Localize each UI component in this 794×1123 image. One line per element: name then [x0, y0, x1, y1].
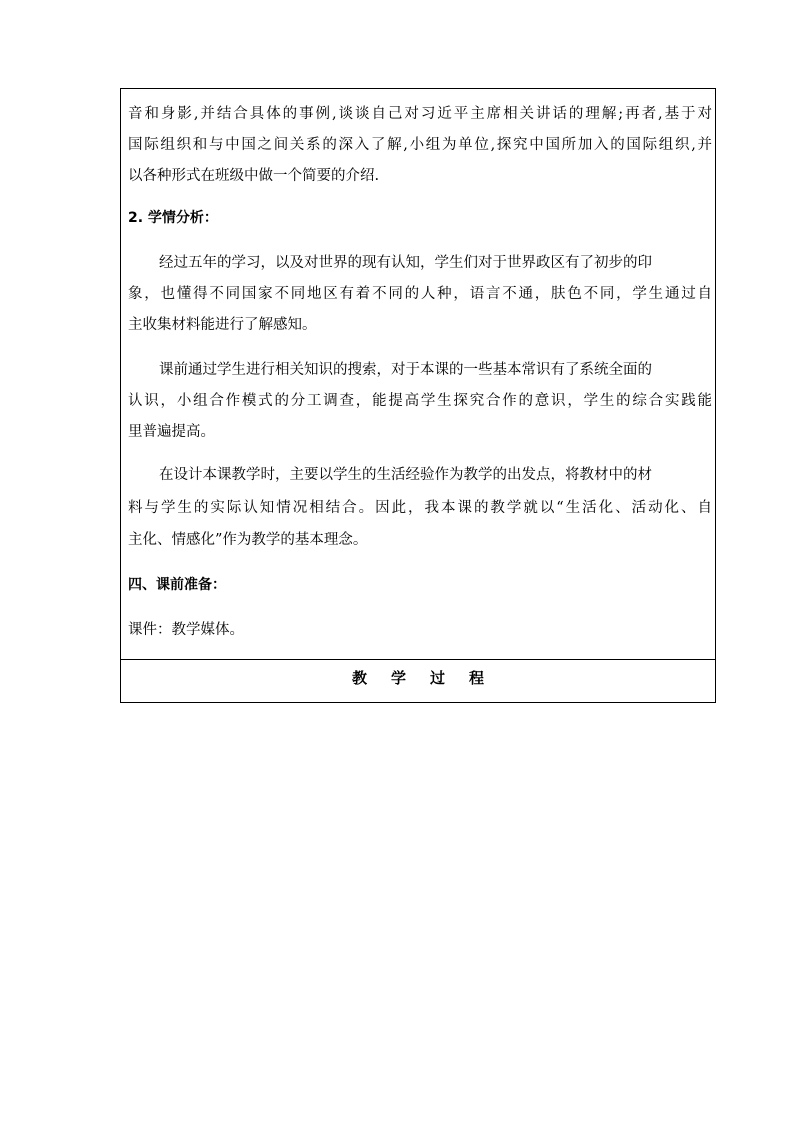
section-heading-learning-analysis: 2. 学情分析：	[128, 210, 218, 226]
process-title: 教学过程	[351, 669, 508, 687]
paragraph-line: 主收集材料能进行了解感知。	[128, 317, 317, 333]
intro-line: 国际组织和与中国之间关系的深入了解,小组为单位,探究中国所加入的国际组织,并	[128, 137, 712, 153]
paragraph-line: 料与学生的实际认知情况相结合。因此，我本课的教学就以“生活化、活动化、自	[128, 500, 712, 516]
content-cell	[121, 89, 715, 659]
paragraph-line: 在设计本课教学时，主要以学生的生活经验作为教学的出发点，将教材中的材	[159, 467, 652, 483]
paragraph-line: 认识，小组合作模式的分工调查，能提高学生探究合作的意识，学生的综合实践能	[128, 393, 712, 409]
paragraph-line: 经过五年的学习，以及对世界的现有认知，学生们对于世界政区有了初步的印	[159, 255, 652, 271]
paragraph-line: 里普遍提高。	[128, 424, 215, 440]
paragraph-line: 课前通过学生进行相关知识的搜索，对于本课的一些基本常识有了系统全面的	[159, 362, 652, 378]
paragraph-line: 象，也懂得不同国家不同地区有着不同的人种，语言不通，肤色不同，学生通过自	[128, 286, 712, 302]
intro-line: 音和身影,并结合具体的事例,谈谈自己对习近平主席相关讲话的理解;再者,基于对	[128, 106, 712, 122]
section-heading-preparation: 四、课前准备：	[128, 577, 226, 593]
paragraph-line: 主化、情感化”作为教学的基本理念。	[128, 532, 368, 548]
lesson-plan-table	[120, 88, 716, 703]
process-cell	[121, 660, 715, 702]
preparation-text: 课件：教学媒体。	[128, 622, 244, 638]
intro-line: 以各种形式在班级中做一个简要的介绍.	[128, 168, 380, 184]
